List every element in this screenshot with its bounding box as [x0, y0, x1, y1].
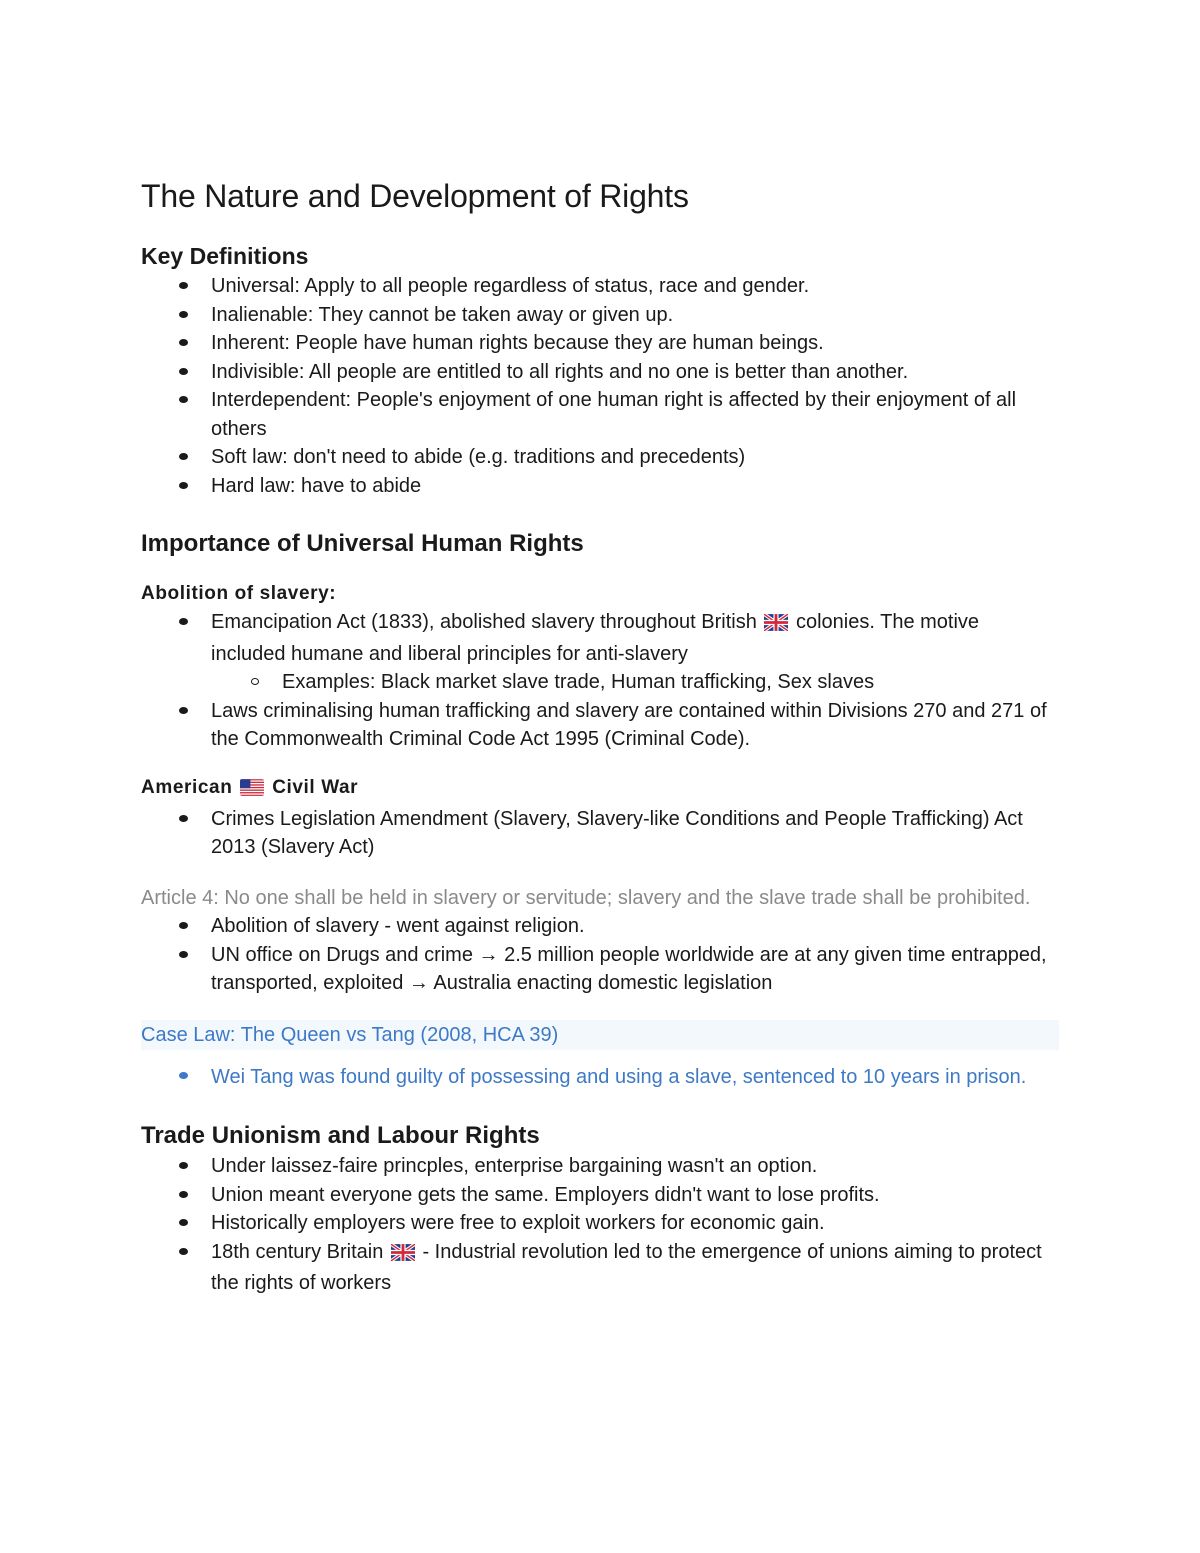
- list-item: Indivisible: All people are entitled to all rights and no one is better than another.: [141, 358, 1059, 387]
- list-item: Wei Tang was found guilty of possessing and using a slave, sentenced to 10 years in prison.: [141, 1062, 1059, 1092]
- list-item: Under laissez-faire princples, enterprise bargaining wasn't an option.: [141, 1152, 1059, 1181]
- us-flag-icon: [240, 777, 264, 805]
- case-law-heading: Case Law: The Queen vs Tang (2008, HCA 39): [141, 1023, 559, 1046]
- civil-war-heading-text-cont: Civil War: [272, 776, 359, 798]
- list-item: [141, 608, 1059, 697]
- case-law-box: [141, 1020, 1059, 1051]
- list-item: Union meant everyone gets the same. Employers didn't want to lose profits.: [141, 1181, 1059, 1210]
- list-item: Crimes Legislation Amendment (Slavery, Slavery-like Conditions and People Trafficking) Act 2013 (Slavery Act): [141, 805, 1059, 862]
- list-item: Laws criminalising human trafficking and slavery are contained within Divisions 270 and 271 of the Commonwealth Criminal Code Act 1995 (Criminal Code).: [141, 697, 1059, 754]
- case-law-list: [141, 1062, 1059, 1092]
- list-item: Soft law: don't need to abide (e.g. traditions and precedents): [141, 443, 1059, 472]
- article-4-text: Article 4: No one shall be held in slavery or servitude; slavery and the slave trade shall be prohibited.: [141, 886, 1031, 909]
- list-item: Hard law: have to abide: [141, 472, 1059, 501]
- uk-flag-icon: [391, 1241, 415, 1270]
- article-list: [141, 912, 1059, 998]
- abolition-list: [141, 608, 1059, 754]
- list-item: Abolition of slavery - went against religion.: [141, 912, 1059, 941]
- list-item: Universal: Apply to all people regardless of status, race and gender.: [141, 272, 1059, 301]
- civil-war-heading: [141, 774, 1059, 805]
- importance-heading: Importance of Universal Human Rights: [141, 530, 584, 557]
- page-title: The Nature and Development of Rights: [141, 178, 689, 214]
- emancipation-text: Emancipation Act (1833), abolished slavery throughout British: [211, 611, 757, 633]
- key-definitions-list: [141, 272, 1059, 500]
- civil-war-heading-text: American: [141, 776, 233, 798]
- trade-unionism-heading: Trade Unionism and Labour Rights: [141, 1122, 540, 1149]
- britain-text: 18th century Britain: [211, 1240, 384, 1263]
- emancipation-text-cont: colonies. The motive included humane and liberal principles for anti-slavery: [211, 611, 980, 665]
- list-item: Examples: Black market slave trade, Human trafficking, Sex slaves: [141, 668, 1059, 697]
- britain-text-cont: - Industrial revolution led to the emergence of unions aiming to protect the rights of workers: [211, 1240, 1042, 1294]
- list-item: Interdependent: People's enjoyment of one human right is affected by their enjoyment of all others: [141, 386, 1059, 443]
- document-page: [141, 176, 1059, 1298]
- list-item: UN office on Drugs and crime → 2.5 million people worldwide are at any given time entrapped, transported, exploited → Australia enacting domestic legislation: [141, 941, 1059, 998]
- list-item: Historically employers were free to exploit workers for economic gain.: [141, 1209, 1059, 1238]
- list-item: Inherent: People have human rights because they are human beings.: [141, 329, 1059, 358]
- list-item: Inalienable: They cannot be taken away or given up.: [141, 301, 1059, 330]
- list-item: [141, 1238, 1059, 1298]
- trade-unionism-list: [141, 1152, 1059, 1298]
- key-definitions-heading: Key Definitions: [141, 243, 309, 269]
- uk-flag-icon: [764, 611, 788, 640]
- abolition-heading: Abolition of slavery:: [141, 583, 337, 604]
- civil-war-list: [141, 805, 1059, 862]
- examples-sublist: [141, 668, 1059, 697]
